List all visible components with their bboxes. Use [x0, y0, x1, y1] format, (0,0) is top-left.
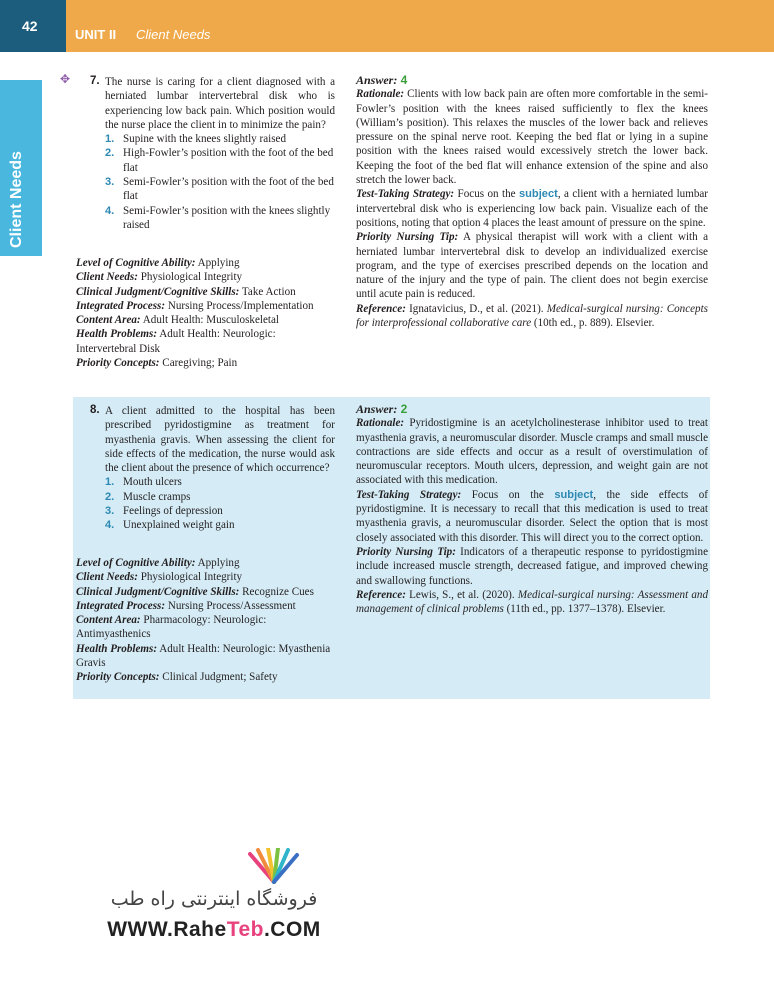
- q8-meta: [76, 556, 338, 685]
- option-number: 2.: [105, 147, 115, 160]
- option-text: Semi-Fowler’s position with the foot of the bed flat: [123, 176, 334, 203]
- q7-tip: [356, 230, 708, 301]
- q8-option-1: [105, 475, 335, 489]
- option-text: High-Fowler’s position with the foot of the bed flat: [123, 147, 334, 174]
- reference-text: (11th ed., pp. 1377–1378). Elsevier.: [503, 603, 666, 616]
- meta-value: Recognize Cues: [239, 585, 314, 598]
- reference-text: Lewis, S., et al. (2020).: [405, 588, 518, 601]
- unit-title: Client Needs: [136, 27, 211, 42]
- meta-line: [76, 556, 338, 570]
- meta-value: Adult Health: Neurologic: Myasthenia Gravis: [76, 642, 331, 670]
- meta-line: [76, 585, 338, 599]
- q7-answer: [356, 73, 708, 330]
- q8-question: [105, 404, 335, 533]
- reference-label: Reference:: [356, 588, 406, 601]
- q8-strategy: [356, 488, 708, 545]
- option-number: 4.: [105, 519, 115, 532]
- q7-meta: [76, 256, 338, 370]
- meta-label: Level of Cognitive Ability:: [76, 257, 196, 269]
- reference-label: Reference:: [356, 302, 406, 315]
- reference-title: Medical-surgical nursing: Assessment and management of clinical problems: [356, 588, 708, 616]
- meta-value: Pharmacology: Neurologic: Antimyasthenics: [76, 614, 267, 641]
- url-part: WWW.: [107, 918, 174, 941]
- q8-answer: [356, 402, 708, 616]
- url-part: .COM: [263, 918, 321, 941]
- meta-label: Integrated Process:: [76, 599, 166, 612]
- q7-rationale: [356, 87, 708, 187]
- rationale-label: Rationale:: [356, 417, 405, 430]
- subject-keyword: subject: [518, 188, 558, 201]
- meta-line: [76, 313, 338, 327]
- answer-value: 2: [397, 402, 408, 416]
- rationale-text: Pyridostigmine is an acetylcholinesterase inhibitor used to treat myasthenia gravis, a neuromuscular disorder. Muscle cramps and small muscle contractions are side effects and occur as a result of overstimulation of neuromuscular receptors. Mouth ulcers, depression, and weight gain are not associated with this medication.: [356, 417, 708, 487]
- q7-option-2: [105, 146, 335, 175]
- meta-label: Health Problems:: [76, 328, 158, 341]
- subject-keyword: subject: [554, 488, 594, 501]
- answer-label: Answer:: [356, 402, 398, 416]
- option-text: Semi-Fowler’s position with the knees slightly raised: [123, 204, 331, 231]
- strategy-text: Focus on the: [461, 488, 555, 501]
- option-number: 1.: [105, 476, 115, 489]
- option-number: 3.: [105, 176, 115, 189]
- meta-line: [76, 299, 338, 313]
- rationale-text: Clients with low back pain are often more comfortable in the semi-Fowler’s position with the knees raised sufficiently to flex the knees (William’s position). This relaxes the muscles of the lower back and relieves pressure on the spinal nerve root. Keeping the bed flat or lying in a supine position with the knees raised would excessively stretch the lower back. Keeping the foot of the bed flat will enhance extension of the spine and also stretch the lower back.: [356, 88, 708, 187]
- q8-option-4: [105, 518, 335, 532]
- side-tab: [0, 80, 42, 256]
- q8-stem: A client admitted to the hospital has been prescribed pyridostigmine as treatment for myasthenia gravis. When assessing the client for side effects of the medication, the nurse would ask the client about the presence of which occurrence?: [105, 405, 335, 475]
- meta-label: Client Needs:: [76, 571, 138, 584]
- tip-label: Priority Nursing Tip:: [356, 545, 456, 558]
- rationale-label: Rationale:: [356, 88, 405, 101]
- q7-answer-heading: [356, 73, 708, 87]
- q8-rationale: [356, 416, 708, 487]
- meta-label: Content Area:: [76, 314, 141, 327]
- answer-value: 4: [397, 73, 408, 87]
- watermark-logo: [94, 848, 334, 948]
- meta-value: Physiological Integrity: [137, 271, 243, 284]
- q8-option-3: [105, 504, 335, 518]
- tip-label: Priority Nursing Tip:: [356, 231, 459, 244]
- book-fan-icon: [244, 848, 304, 884]
- option-text: Muscle cramps: [123, 490, 191, 503]
- meta-line: [76, 356, 338, 370]
- q7-reference: [356, 302, 708, 331]
- meta-label: Client Needs:: [76, 271, 138, 284]
- meta-value: Nursing Process/Assessment: [165, 599, 296, 612]
- meta-value: Caregiving; Pain: [159, 357, 238, 370]
- watermark-url: [94, 918, 334, 942]
- q7-strategy: [356, 187, 708, 230]
- meta-label: Level of Cognitive Ability:: [76, 557, 196, 569]
- meta-value: Adult Health: Musculoskeletal: [140, 314, 279, 327]
- q7-option-4: [105, 204, 335, 233]
- meta-line: [76, 270, 338, 284]
- unit-label: UNIT II: [75, 27, 117, 42]
- meta-label: Priority Concepts:: [76, 357, 160, 370]
- strategy-text: Focus on the: [454, 188, 519, 201]
- option-text: Mouth ulcers: [123, 476, 182, 489]
- url-part: Teb: [226, 918, 264, 941]
- answer-label: Answer:: [356, 73, 398, 87]
- option-number: 4.: [105, 204, 115, 217]
- meta-value: Applying: [195, 257, 240, 269]
- meta-line: [76, 670, 338, 684]
- option-text: Supine with the knees slightly raised: [123, 133, 286, 146]
- meta-line: [76, 570, 338, 584]
- meta-label: Integrated Process:: [76, 299, 166, 312]
- option-number: 3.: [105, 505, 115, 518]
- q7-question: [105, 75, 335, 232]
- meta-line: [76, 256, 338, 270]
- strategy-label: Test-Taking Strategy:: [356, 488, 462, 501]
- meta-value: Take Action: [239, 285, 296, 298]
- tip-text: Indicators of a therapeutic response to pyridostigmine include increased muscle strength, decreased fatigue, and improved chewing and swallowing functions.: [356, 545, 708, 587]
- reference-text: (10th ed., p. 889). Elsevier.: [531, 317, 655, 330]
- page-header: [0, 0, 774, 52]
- meta-label: Clinical Judgment/Cognitive Skills:: [76, 285, 240, 298]
- q8-option-2: [105, 490, 335, 504]
- meta-label: Content Area:: [76, 614, 141, 627]
- meta-value: Physiological Integrity: [137, 571, 243, 584]
- meta-line: [76, 642, 338, 671]
- option-text: Unexplained weight gain: [123, 519, 235, 532]
- meta-value: Applying: [195, 557, 240, 569]
- q7-stem: The nurse is caring for a client diagnosed with a herniated lumbar intervertebral disk who is experiencing low back pain. Which position would the nurse place the client in to minimize the pain?: [105, 76, 335, 131]
- url-part: Rahe: [173, 918, 227, 941]
- q8-tip: [356, 545, 708, 588]
- meta-label: Clinical Judgment/Cognitive Skills:: [76, 585, 240, 598]
- q7-number: 7.: [90, 75, 100, 87]
- diamond-icon: ✥: [60, 72, 71, 86]
- strategy-text: , the side effects of pyridostigmine. It is necessary to recall that this medication is used to treat myasthenia gravis, a neuromuscular disorder. Select the option that is most closely associated with this disorder. This will direct you to the correct option.: [356, 488, 708, 544]
- meta-value: Nursing Process/Implementation: [165, 299, 314, 312]
- q7-option-1: [105, 132, 335, 146]
- q7-option-3: [105, 175, 335, 204]
- side-tab-label: Client Needs: [8, 151, 25, 248]
- option-number: 2.: [105, 490, 115, 503]
- q8-answer-heading: [356, 402, 708, 416]
- page-number: 42: [22, 18, 38, 34]
- meta-line: [76, 327, 338, 356]
- meta-line: [76, 599, 338, 613]
- page-number-box: [0, 0, 66, 52]
- meta-label: Health Problems:: [76, 642, 158, 655]
- meta-value: Clinical Judgment; Safety: [159, 671, 278, 684]
- reference-title: Medical-surgical nursing: Concepts for interprofessional collaborative care: [356, 302, 708, 330]
- strategy-label: Test-Taking Strategy:: [356, 188, 455, 201]
- option-number: 1.: [105, 133, 115, 146]
- watermark-persian: فروشگاه اینترنتی راه طب: [110, 888, 318, 910]
- meta-value: Adult Health: Neurologic: Intervertebral Disk: [76, 328, 276, 355]
- meta-label: Priority Concepts:: [76, 671, 160, 684]
- reference-text: Ignatavicius, D., et al. (2021).: [405, 302, 547, 315]
- meta-line: [76, 285, 338, 299]
- q8-number: 8.: [90, 404, 100, 416]
- option-text: Feelings of depression: [123, 505, 223, 518]
- tip-text: A physical therapist will work with a client with a herniated lumbar intervertebral disk to develop an individualized exercise program, and the type of exercises prescribed depends on the location and nature of the injury and the type of pain. The client does not begin exercise until acute pain is reduced.: [356, 231, 708, 301]
- strategy-text: , a client with a herniated lumbar intervertebral disk who is experiencing low back pain. Visualize each of the positions, noting that option 4 places the least amount of pressure on the spine.: [356, 188, 708, 229]
- meta-line: [76, 613, 338, 642]
- q8-reference: [356, 588, 708, 617]
